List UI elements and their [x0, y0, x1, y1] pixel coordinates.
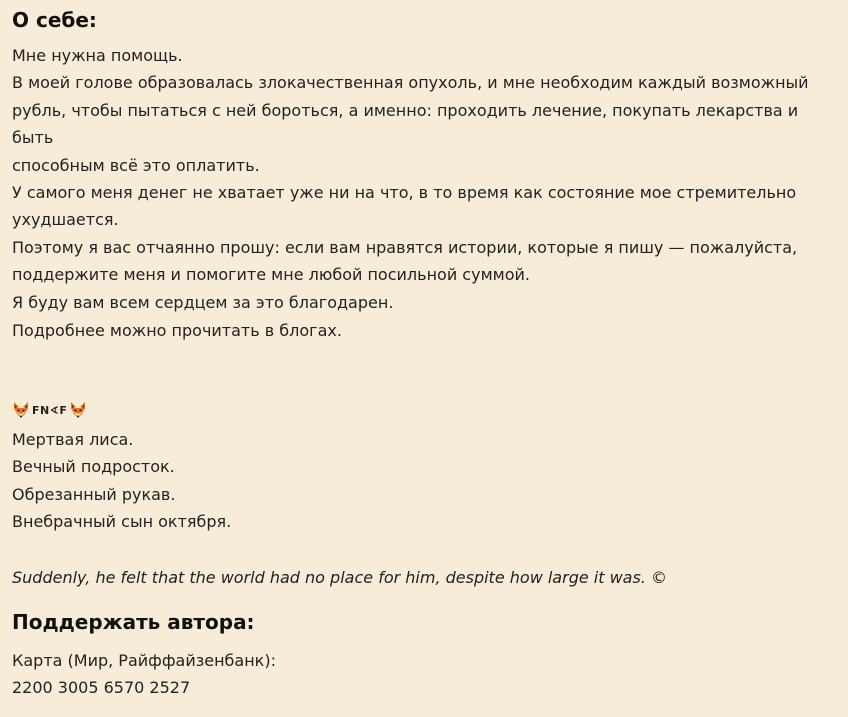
signature-row — [12, 400, 87, 420]
poem-line: Внебрачный сын октября. — [12, 512, 232, 532]
runic-signature: FN∢F — [32, 403, 68, 417]
about-line: Мне нужна помощь. — [12, 46, 183, 65]
about-text — [12, 42, 838, 316]
about-line: В моей голове образовалась злокачественная опухоль, и мне необходим каждый возможный — [12, 73, 809, 93]
poem-text — [12, 426, 231, 536]
poem-line: Мертвая лиса. — [12, 430, 134, 449]
about-line: способным всё это оплатить. — [12, 155, 260, 175]
about-line: поддержите меня и помогите мне любой посильной суммой. — [12, 265, 530, 285]
card-number: 2200 3005 6570 2527 — [12, 678, 191, 698]
payment-details — [12, 647, 276, 702]
poem-line: Обрезанный рукав. — [12, 484, 176, 504]
about-heading: О себе: — [12, 8, 97, 32]
about-line: Я буду вам всем сердцем за это благодарен. — [12, 292, 394, 312]
about-line: рубль, чтобы пытаться с ней бороться, а именно: проходить лечение, покупать лекарства и быть — [12, 100, 799, 148]
about-line: У самого меня денег не хватает уже ни на что, в то время как состояние мое стремительно — [12, 183, 797, 203]
fox-icon — [69, 401, 87, 419]
about-line: Поэтому я вас отчаянно прошу: если вам нравятся истории, которые я пишу — пожалуйста, — [12, 237, 798, 257]
about-line: ухудшается. — [12, 210, 119, 230]
fox-icon — [12, 401, 30, 419]
blog-reference-text: Подробнее можно прочитать в блогах. — [12, 321, 342, 340]
english-quote: Suddenly, he felt that the world had no place for him, despite how large it was. © — [12, 568, 667, 587]
card-label: Карта (Мир, Райффайзенбанк): — [12, 651, 276, 670]
support-heading: Поддержать автора: — [12, 610, 255, 634]
poem-line: Вечный подросток. — [12, 457, 175, 477]
